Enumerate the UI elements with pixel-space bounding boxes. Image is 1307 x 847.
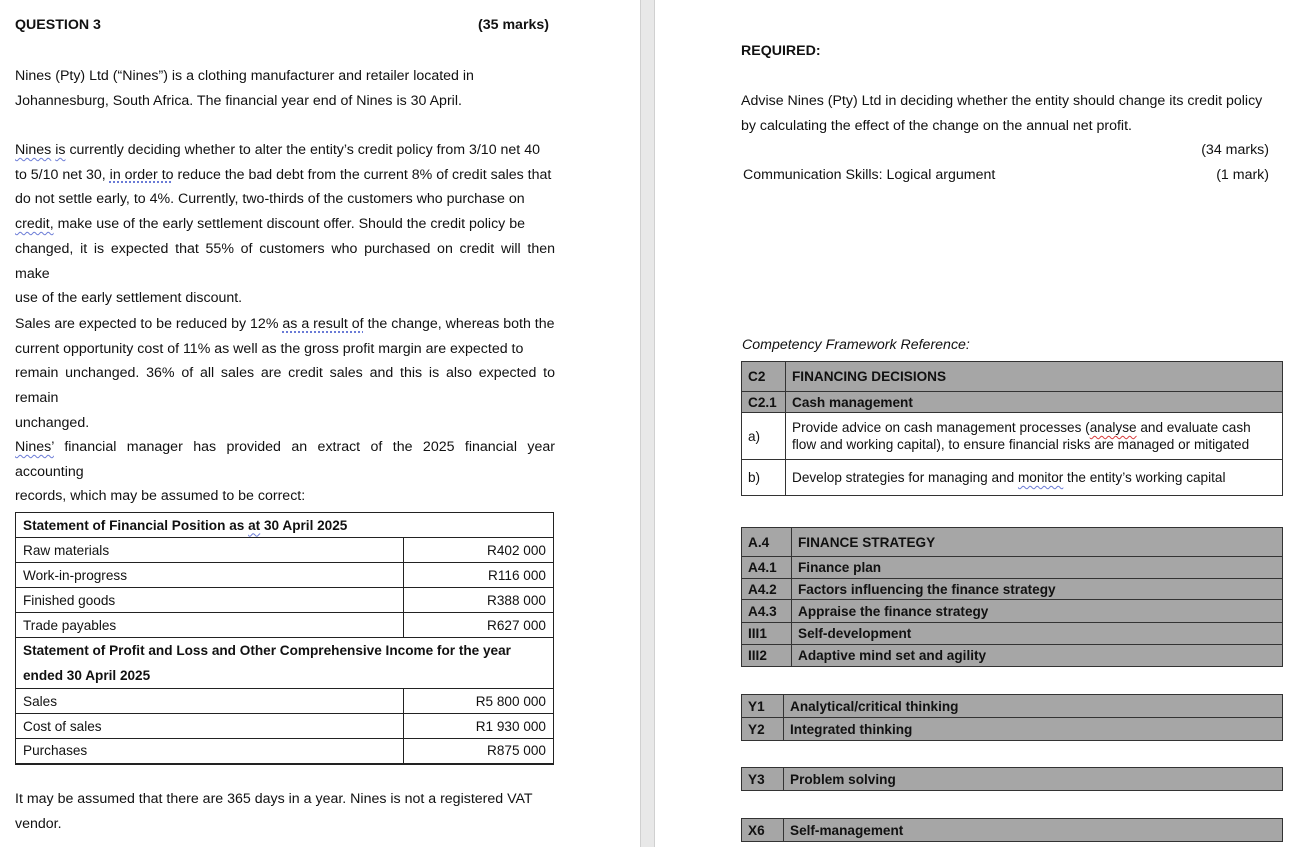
- text-span: Provide advice on cash management processes (: [792, 420, 1090, 435]
- cf-code: C2: [742, 362, 786, 392]
- manager-line-2: records, which may be assumed to be correct:: [15, 488, 306, 505]
- table-row: [742, 528, 1283, 557]
- required-line-1: Advise Nines (Pty) Ltd in deciding whether the entity should change its credit policy: [741, 93, 1263, 109]
- self-management-table: [741, 818, 1283, 842]
- ts-text: Integrated thinking: [784, 718, 1283, 741]
- text-span: Develop strategies for managing and: [792, 470, 1018, 485]
- ts-code: Y2: [742, 718, 784, 741]
- marks-34: (34 marks): [1201, 142, 1269, 158]
- communication-skills-label: Communication Skills: Logical argument: [743, 167, 996, 183]
- manager-paragraph: [15, 435, 555, 509]
- row-value: R5 800 000: [404, 689, 554, 714]
- row-value: R402 000: [404, 538, 554, 563]
- row-label: Purchases: [16, 739, 404, 764]
- page-gutter: [640, 0, 655, 847]
- grammar-flag-word[interactable]: Nines’: [15, 439, 54, 455]
- grammar-flag-phrase[interactable]: in order to: [109, 166, 174, 183]
- table-row: [742, 413, 1283, 460]
- sales-line-3: remain unchanged. 36% of all sales are credit sales and this is also expected to remain: [15, 365, 555, 407]
- grammar-flag-phrase[interactable]: as a result of: [282, 316, 364, 332]
- row-value: R116 000: [404, 563, 554, 588]
- table-row: [16, 563, 554, 588]
- table-row: [742, 718, 1283, 741]
- marks-1: (1 mark): [1216, 167, 1269, 183]
- ps-code: Y3: [742, 768, 784, 791]
- cf-text: FINANCING DECISIONS: [786, 362, 1283, 392]
- table-row: [742, 600, 1283, 623]
- ts-code: Y1: [742, 695, 784, 718]
- grammar-flag-word[interactable]: is: [55, 142, 66, 158]
- assumption-paragraph: [15, 787, 555, 836]
- text-span: 30 April 2025: [263, 517, 348, 533]
- credit-line-5: changed, it is expected that 55% of customers who purchased on credit will then make: [15, 240, 555, 282]
- pl-header-line-1: Statement of Profit and Loss and Other Comprehensive Income for the year: [23, 643, 511, 658]
- text-span: to 5/10 net 30,: [15, 166, 106, 183]
- text-span: make use of the early settlement discount offer. Should the credit policy be: [57, 216, 525, 233]
- cf-text: [786, 413, 1283, 460]
- table-row: [16, 689, 554, 714]
- competency-table: [741, 361, 1283, 496]
- required-line-2: by calculating the effect of the change on the annual net profit.: [741, 117, 1132, 134]
- row-label: Finished goods: [16, 588, 404, 613]
- row-value: R627 000: [404, 613, 554, 638]
- grammar-flag-word[interactable]: credit,: [15, 216, 54, 233]
- row-label: Cost of sales: [16, 714, 404, 739]
- sfp-header: [16, 513, 554, 538]
- table-row: [16, 714, 554, 739]
- cf-text-line-1: [792, 419, 1276, 436]
- assumption-line-2: vendor.: [15, 815, 62, 832]
- credit-policy-paragraph: [15, 138, 555, 311]
- table-row: [742, 819, 1283, 842]
- table-row: [16, 538, 554, 563]
- table-row: [16, 588, 554, 613]
- sales-line-2: current opportunity cost of 11% as well as the gross profit margin are expected to: [15, 340, 524, 357]
- fs-text: Adaptive mind set and agility: [792, 645, 1283, 667]
- fs-code: A.4: [742, 528, 792, 557]
- table-row: [742, 695, 1283, 718]
- fs-code: A4.3: [742, 600, 792, 623]
- thinking-skills-table: [741, 694, 1283, 741]
- manager-line-1: [15, 435, 555, 484]
- text-span: and evaluate cash: [1136, 420, 1251, 435]
- fs-text: Factors influencing the finance strategy: [792, 579, 1283, 600]
- grammar-flag-word[interactable]: Nines: [15, 142, 52, 158]
- credit-line-3: do not settle early, to 4%. Currently, two-thirds of the customers who purchase on: [15, 191, 525, 208]
- fs-text: Self-development: [792, 623, 1283, 645]
- intro-paragraph: [15, 64, 555, 113]
- table-row: [16, 638, 554, 689]
- problem-solving-table: [741, 767, 1283, 791]
- required-title: REQUIRED:: [741, 43, 821, 59]
- ts-text: Analytical/critical thinking: [784, 695, 1283, 718]
- row-label: Sales: [16, 689, 404, 714]
- question-marks: (35 marks): [478, 17, 549, 33]
- text-span: the change, whereas both the: [367, 316, 555, 332]
- ps-text: Problem solving: [784, 768, 1283, 791]
- sales-line-1: [15, 312, 555, 337]
- grammar-flag-word[interactable]: monitor: [1017, 470, 1064, 485]
- credit-line-6: use of the early settlement discount.: [15, 290, 243, 307]
- row-label: Raw materials: [16, 538, 404, 563]
- credit-line-2: [15, 163, 555, 188]
- cf-text: Cash management: [786, 392, 1283, 413]
- fs-code: A4.2: [742, 579, 792, 600]
- row-label: Work-in-progress: [16, 563, 404, 588]
- cf-code: a): [742, 413, 786, 460]
- cf-text-line-2: flow and working capital), to ensure financial risks are managed or mitigated: [792, 437, 1250, 452]
- table-row: [742, 768, 1283, 791]
- row-value: R1 930 000: [404, 714, 554, 739]
- table-row: [742, 623, 1283, 645]
- fs-code: III1: [742, 623, 792, 645]
- cf-text: [786, 460, 1283, 496]
- required-paragraph: [741, 89, 1271, 138]
- text-span: the entity’s working capital: [1063, 470, 1226, 485]
- table-row: [16, 613, 554, 638]
- text-span: financial manager has provided an extract of the 2025 financial year accounting: [15, 439, 555, 480]
- table-row: [742, 579, 1283, 600]
- table-row: [16, 739, 554, 764]
- table-row: [742, 392, 1283, 413]
- spelling-flag-word[interactable]: analyse: [1089, 420, 1137, 435]
- credit-line-1: [15, 138, 555, 163]
- competency-framework-reference: Competency Framework Reference:: [742, 337, 970, 353]
- fs-code: A4.1: [742, 557, 792, 579]
- fs-text: Appraise the finance strategy: [792, 600, 1283, 623]
- question-title: QUESTION 3: [15, 17, 101, 33]
- row-value: R875 000: [404, 739, 554, 764]
- table-row: [742, 460, 1283, 496]
- sm-text: Self-management: [784, 819, 1283, 842]
- intro-line-2: Johannesburg, South Africa. The financial year end of Nines is 30 April.: [15, 92, 462, 109]
- credit-line-4: [15, 212, 555, 237]
- assumption-line-1: It may be assumed that there are 365 days in a year. Nines is not a registered VAT: [15, 791, 533, 807]
- text-span: currently deciding whether to alter the entity’s credit policy from 3/10 net 40: [69, 142, 540, 158]
- row-label: Trade payables: [16, 613, 404, 638]
- sales-paragraph: [15, 312, 555, 436]
- sm-code: X6: [742, 819, 784, 842]
- text-span: reduce the bad debt from the current 8% of credit sales that: [177, 166, 552, 183]
- table-row: [742, 557, 1283, 579]
- table-row: [742, 645, 1283, 667]
- fs-text: Finance plan: [792, 557, 1283, 579]
- fs-text: FINANCE STRATEGY: [792, 528, 1283, 557]
- finance-strategy-table: [741, 527, 1283, 667]
- table-row: [16, 513, 554, 538]
- fs-code: III2: [742, 645, 792, 667]
- cf-code: b): [742, 460, 786, 496]
- pl-header-line-2: ended 30 April 2025: [23, 668, 151, 683]
- text-span: Sales are expected to be reduced by 12%: [15, 316, 279, 332]
- table-row: [742, 362, 1283, 392]
- text-span: Statement of Financial Position as: [23, 517, 245, 533]
- pl-header: [16, 638, 554, 689]
- financial-extract-table: [15, 512, 554, 765]
- grammar-flag-word[interactable]: at: [248, 517, 261, 533]
- row-value: R388 000: [404, 588, 554, 613]
- sales-line-4: unchanged.: [15, 414, 90, 431]
- cf-code: C2.1: [742, 392, 786, 413]
- intro-line-1: Nines (Pty) Ltd (“Nines”) is a clothing manufacturer and retailer located in: [15, 68, 474, 84]
